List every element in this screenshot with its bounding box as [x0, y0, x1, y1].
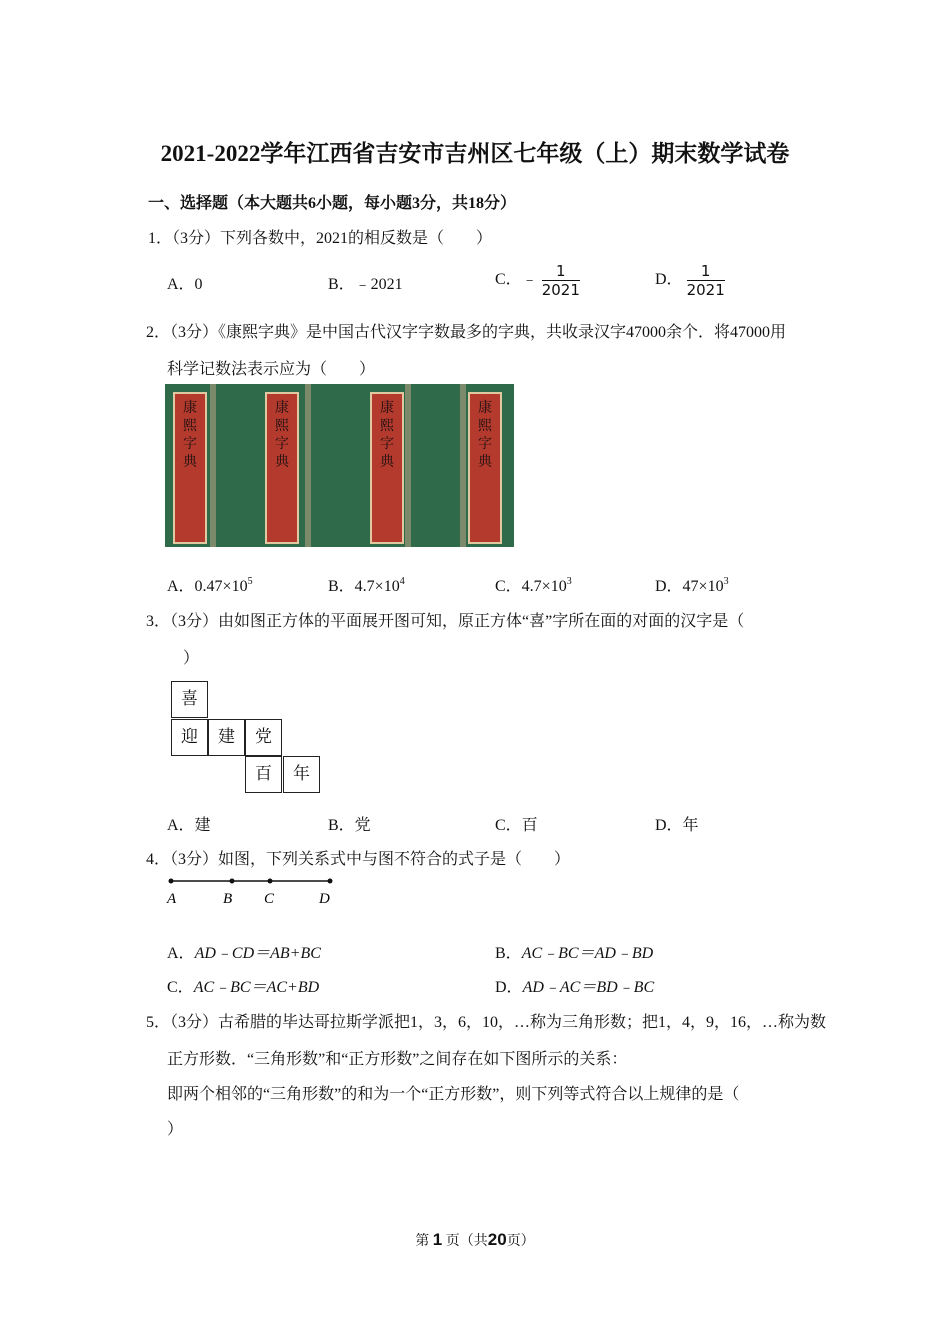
- book-spine: [370, 392, 404, 544]
- q1-option-b: B．﹣2021: [328, 276, 403, 293]
- label-a: A: [167, 891, 177, 907]
- point-b: [230, 879, 235, 884]
- page-number: 1: [432, 1230, 443, 1249]
- question-4-stem: 4．（3分）如图，下列关系式中与图不符合的式子是（ ）: [146, 851, 571, 868]
- net-cell: 喜: [171, 681, 208, 718]
- label-c: C: [264, 891, 275, 907]
- q1-option-c-fraction: [542, 262, 580, 299]
- question-3-stem-line2: ）: [183, 650, 200, 667]
- net-cell: 百: [245, 756, 282, 793]
- point-a: [169, 879, 174, 884]
- q1-option-d-fraction: [687, 262, 725, 299]
- spine-title: 康熙字典: [380, 401, 394, 470]
- q3-option-a: A．建: [167, 817, 211, 834]
- question-5-stem-line3: 即两个相邻的“三角形数”的和为一个“正方形数”，则下列等式符合以上规律的是（: [167, 1086, 740, 1103]
- book-spine: [265, 392, 299, 544]
- question-5-stem-line2: 正方形数．“三角形数”和“正方形数”之间存在如下图所示的关系：: [167, 1051, 628, 1068]
- fraction-numerator: 1: [687, 262, 725, 281]
- q1-option-a: A．0: [167, 276, 203, 293]
- page-footer: 第 1 页（共20页）: [415, 1230, 535, 1249]
- book-spine: [468, 392, 502, 544]
- spine-title: 康熙字典: [183, 401, 197, 470]
- line-segment-diagram: [160, 872, 350, 912]
- label-b: B: [223, 891, 233, 907]
- question-2-stem-line1: 2．（3分）《康熙字典》是中国古代汉字字数最多的字典，共收录汉字47000余个．将47000用: [146, 324, 787, 341]
- q3-option-b: B．党: [328, 817, 371, 834]
- question-3-stem-line1: 3．（3分）由如图正方体的平面展开图可知，原正方体“喜”字所在面的对面的汉字是（: [146, 613, 745, 630]
- question-5-stem-line1: 5．（3分）古希腊的毕达哥拉斯学派把1，3，6，10，…称为三角形数；把1，4，9，16，…称为数: [146, 1014, 827, 1031]
- spine-title: 康熙字典: [275, 401, 289, 470]
- fraction-denominator: 2021: [686, 281, 725, 299]
- fraction-denominator: 2021: [541, 281, 580, 299]
- q2-option-d: D．$47\times 10^3$: [655, 576, 729, 595]
- page-total: 20: [487, 1230, 507, 1249]
- q4-option-a: A．AD﹣CD＝AB+BC: [167, 945, 321, 962]
- net-cell: 党: [245, 719, 282, 756]
- q2-option-c: C．$4.7\times 10^3$: [495, 576, 572, 595]
- q1-option-d: [655, 262, 725, 299]
- net-cell: 建: [208, 719, 245, 756]
- section-heading: 一、选择题（本大题共6小题，每小题3分，共18分）: [148, 195, 517, 212]
- fraction-numerator: 1: [542, 262, 580, 281]
- q1-option-d-prefix: D．: [655, 271, 683, 289]
- net-cell: 年: [283, 756, 320, 793]
- question-5-stem-line4: ）: [167, 1121, 184, 1138]
- book-spine: [173, 392, 207, 544]
- question-1-stem: 1．（3分）下列各数中，2021的相反数是（ ）: [148, 230, 493, 247]
- q2-option-b: B．$4.7\times 10^4$: [328, 576, 405, 595]
- q1-option-c-prefix: C．﹣: [495, 271, 538, 289]
- page-title: 2021-2022学年江西省吉安市吉州区七年级（上）期末数学试卷: [160, 141, 790, 166]
- q4-option-d: D．AD﹣AC＝BD﹣BC: [495, 979, 655, 996]
- q3-option-d: D．年: [655, 817, 699, 834]
- q4-option-c: C．AC﹣BC＝AC+BD: [167, 979, 320, 996]
- q1-option-c: [495, 262, 580, 299]
- point-d: [328, 879, 333, 884]
- label-d: D: [319, 891, 330, 907]
- kangxi-dictionary-photo: [165, 384, 514, 547]
- question-2-stem-line2: 科学记数法表示应为（ ）: [167, 361, 376, 378]
- q3-option-c: C．百: [495, 817, 538, 834]
- net-cell: 迎: [171, 719, 208, 756]
- spine-title: 康熙字典: [478, 401, 492, 470]
- point-c: [268, 879, 273, 884]
- q4-option-b: B．AC﹣BC＝AD﹣BD: [495, 945, 654, 962]
- q2-option-a: A．$0.47\times 10^5$: [167, 576, 253, 595]
